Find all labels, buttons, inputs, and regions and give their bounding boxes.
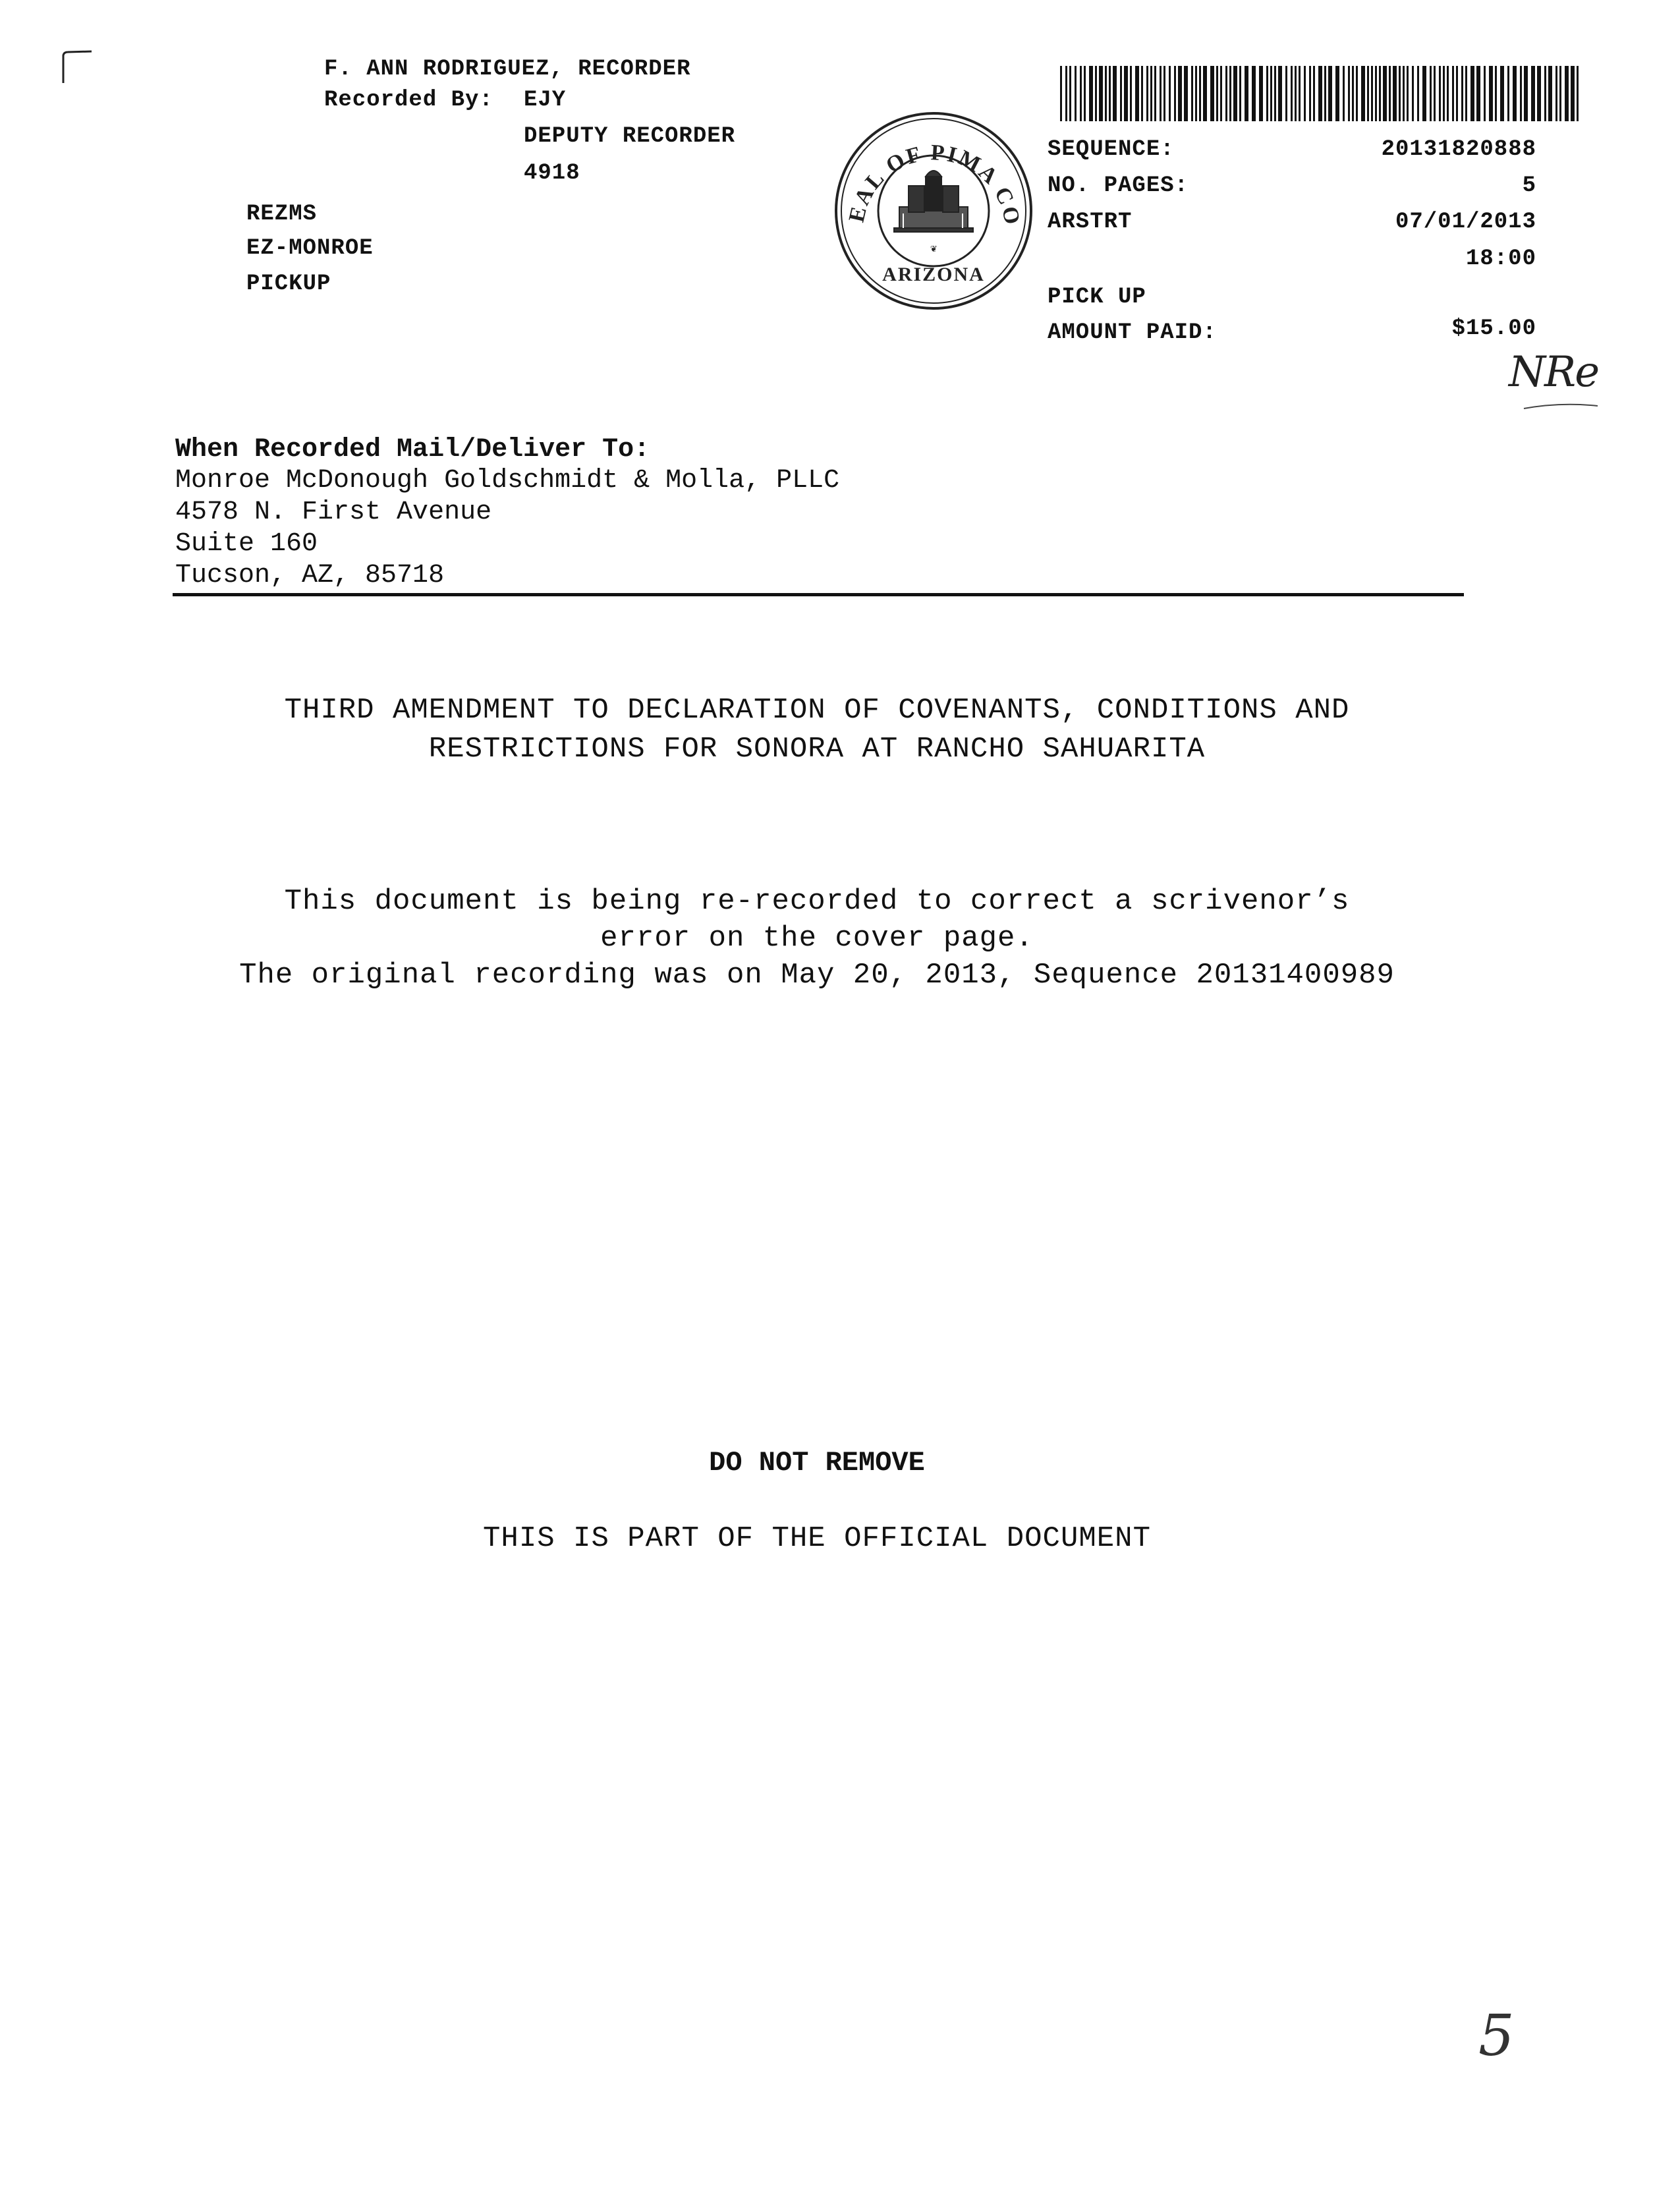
barcode-bar <box>1239 66 1241 121</box>
barcode-bar <box>1399 66 1401 121</box>
barcode-bar <box>1430 66 1432 121</box>
barcode-bar <box>1407 66 1409 121</box>
barcode-bar <box>1565 66 1569 121</box>
barcode-bar <box>1210 66 1214 121</box>
seal-top-text: EAL OF PIMA CO <box>844 140 1025 229</box>
mail-to-line: 4578 N. First Avenue <box>175 497 492 527</box>
barcode <box>1048 54 1567 109</box>
barcode-bar <box>1318 66 1322 121</box>
barcode-bar <box>1555 66 1557 121</box>
barcode-bar <box>1476 66 1480 121</box>
barcode-bar <box>1199 66 1201 121</box>
mail-to-line: Suite 160 <box>175 529 318 559</box>
barcode-bar <box>1203 66 1207 121</box>
barcode-bar <box>1465 66 1467 121</box>
barcode-bar <box>1417 66 1419 121</box>
barcode-bar <box>1225 66 1227 121</box>
barcode-bar <box>1328 66 1332 121</box>
barcode-bar <box>1379 66 1381 121</box>
barcode-bar <box>1393 66 1397 121</box>
barcode-bar <box>1169 66 1171 121</box>
recording-date: 07/01/2013 <box>1395 210 1536 235</box>
barcode-bar <box>1130 66 1132 121</box>
barcode-bar <box>1577 66 1579 121</box>
mail-to-line: Monroe McDonough Goldschmidt & Molla, PLLC <box>175 466 840 496</box>
barcode-bar <box>1520 66 1522 121</box>
barcode-bar <box>1500 66 1504 121</box>
barcode-bar <box>1335 66 1339 121</box>
pages-label: NO. PAGES: <box>1048 173 1189 198</box>
barcode-bar <box>1295 66 1297 121</box>
county-building-icon <box>894 171 973 232</box>
barcode-bar <box>1524 66 1528 121</box>
barcode-bar <box>1343 66 1345 121</box>
barcode-bar <box>1299 66 1301 121</box>
barcode-bar <box>1220 66 1222 121</box>
barcode-bar <box>1278 66 1282 121</box>
barcode-bar <box>1447 66 1449 121</box>
barcode-bar <box>1456 66 1458 121</box>
barcode-bar <box>1559 66 1561 121</box>
handwritten-stroke <box>1509 389 1588 402</box>
divider-rule <box>173 593 1464 596</box>
barcode-bar <box>1160 66 1162 121</box>
recording-code: PICKUP <box>246 271 331 297</box>
recording-code: EZ-MONROE <box>246 236 374 261</box>
barcode-bar <box>1259 66 1263 121</box>
document-title-line: RESTRICTIONS FOR SONORA AT RANCHO SAHUARITA <box>428 733 1206 766</box>
notice-line: This document is being re-recorded to correct a scrivenor’s <box>284 885 1350 918</box>
barcode-bar <box>1252 66 1256 121</box>
barcode-bar <box>1403 66 1405 121</box>
barcode-bar <box>1113 66 1117 121</box>
barcode-bar <box>1229 66 1231 121</box>
barcode-bar <box>1109 66 1111 121</box>
barcode-bar <box>1304 66 1306 121</box>
barcode-bar <box>1537 66 1541 121</box>
barcode-bar <box>1095 66 1097 121</box>
barcode-bar <box>1080 66 1082 121</box>
mail-to-line: Tucson, AZ, 85718 <box>175 561 445 590</box>
barcode-bar <box>1146 66 1148 121</box>
notice-line: error on the cover page. <box>600 922 1034 955</box>
barcode-bar <box>1489 66 1493 121</box>
barcode-bar <box>1120 66 1122 121</box>
barcode-bar <box>1274 66 1276 121</box>
mail-to-label: When Recorded Mail/Deliver To: <box>175 435 650 465</box>
do-not-remove-warning: DO NOT REMOVE <box>709 1447 925 1479</box>
barcode-bar <box>1434 66 1436 121</box>
recording-code: REZMS <box>246 202 318 227</box>
document-type: ARSTRT <box>1048 210 1133 235</box>
amount-label: AMOUNT PAID: <box>1048 320 1217 345</box>
barcode-bar <box>1352 66 1354 121</box>
barcode-bar <box>1484 66 1486 121</box>
barcode-bar <box>1075 66 1077 121</box>
barcode-bar <box>1375 66 1377 121</box>
recording-time: 18:00 <box>1465 246 1536 271</box>
barcode-bar <box>1245 66 1248 121</box>
barcode-bar <box>1571 66 1575 121</box>
barcode-bar <box>1150 66 1152 121</box>
barcode-bar <box>1105 66 1107 121</box>
barcode-bar <box>1513 66 1517 121</box>
barcode-bar <box>1507 66 1509 121</box>
barcode-bar <box>1324 66 1326 121</box>
barcode-bar <box>1361 66 1365 121</box>
amount-value: $15.00 <box>1451 316 1536 341</box>
document-title-line: THIRD AMENDMENT TO DECLARATION OF COVENANTS, CONDITIONS AND <box>284 694 1350 727</box>
barcode-bar <box>1309 66 1311 121</box>
barcode-bar <box>1174 66 1176 121</box>
recorded-by-label: Recorded By: <box>324 88 493 113</box>
barcode-bar <box>1089 66 1093 121</box>
corner-mark <box>49 38 80 72</box>
recorded-by-value: EJY <box>524 88 567 113</box>
barcode-bar <box>1439 66 1441 121</box>
handwritten-initials: NRe <box>1509 348 1599 397</box>
barcode-bar <box>1443 66 1445 121</box>
notice-line: The original recording was on May 20, 2013, Sequence 20131400989 <box>239 959 1395 992</box>
barcode-bar <box>1285 66 1287 121</box>
barcode-bar <box>1195 66 1197 121</box>
county-seal <box>818 96 1024 302</box>
barcode-bar <box>1060 66 1062 121</box>
handwritten-page-mark: 5 <box>1478 2003 1515 2069</box>
barcode-bar <box>1383 66 1387 121</box>
sequence-label: SEQUENCE: <box>1048 137 1175 162</box>
barcode-bar <box>1069 66 1071 121</box>
deputy-number: 4918 <box>524 161 580 186</box>
barcode-bar <box>1531 66 1535 121</box>
barcode-bar <box>1099 66 1103 121</box>
recorder-name: F. ANN RODRIGUEZ, RECORDER <box>324 57 691 82</box>
barcode-bar <box>1495 66 1497 121</box>
seal-bottom-text: ARIZONA <box>882 264 986 285</box>
barcode-bar <box>1178 66 1182 121</box>
svg-text:❦: ❦ <box>930 243 938 255</box>
barcode-bar <box>1422 66 1426 121</box>
barcode-bar <box>1548 66 1552 121</box>
barcode-bar <box>1389 66 1391 121</box>
barcode-bar <box>1270 66 1272 121</box>
barcode-bar <box>1124 66 1128 121</box>
barcode-bar <box>1461 66 1463 121</box>
barcode-bar <box>1371 66 1373 121</box>
barcode-bar <box>1191 66 1193 121</box>
barcode-bar <box>1065 66 1067 121</box>
barcode-bar <box>1367 66 1369 121</box>
barcode-bar <box>1266 66 1268 121</box>
barcode-bar <box>1412 66 1414 121</box>
barcode-bar <box>1141 66 1143 121</box>
pickup-label: PICK UP <box>1048 285 1146 310</box>
barcode-bar <box>1216 66 1218 121</box>
barcode-bar <box>1313 66 1315 121</box>
barcode-bar <box>1233 66 1237 121</box>
barcode-bar <box>1356 66 1358 121</box>
barcode-bar <box>1291 66 1293 121</box>
barcode-bar <box>1163 66 1165 121</box>
pages-value: 5 <box>1522 173 1536 198</box>
barcode-bar <box>1470 66 1474 121</box>
barcode-bar <box>1544 66 1546 121</box>
sequence-value: 20131820888 <box>1381 137 1536 162</box>
barcode-bar <box>1135 66 1139 121</box>
barcode-bar <box>1084 66 1086 121</box>
barcode-bar <box>1184 66 1188 121</box>
barcode-bar <box>1154 66 1156 121</box>
official-document-statement: THIS IS PART OF THE OFFICIAL DOCUMENT <box>483 1522 1151 1555</box>
barcode-bar <box>1452 66 1454 121</box>
barcode-bar <box>1348 66 1350 121</box>
deputy-title: DEPUTY RECORDER <box>524 124 736 149</box>
